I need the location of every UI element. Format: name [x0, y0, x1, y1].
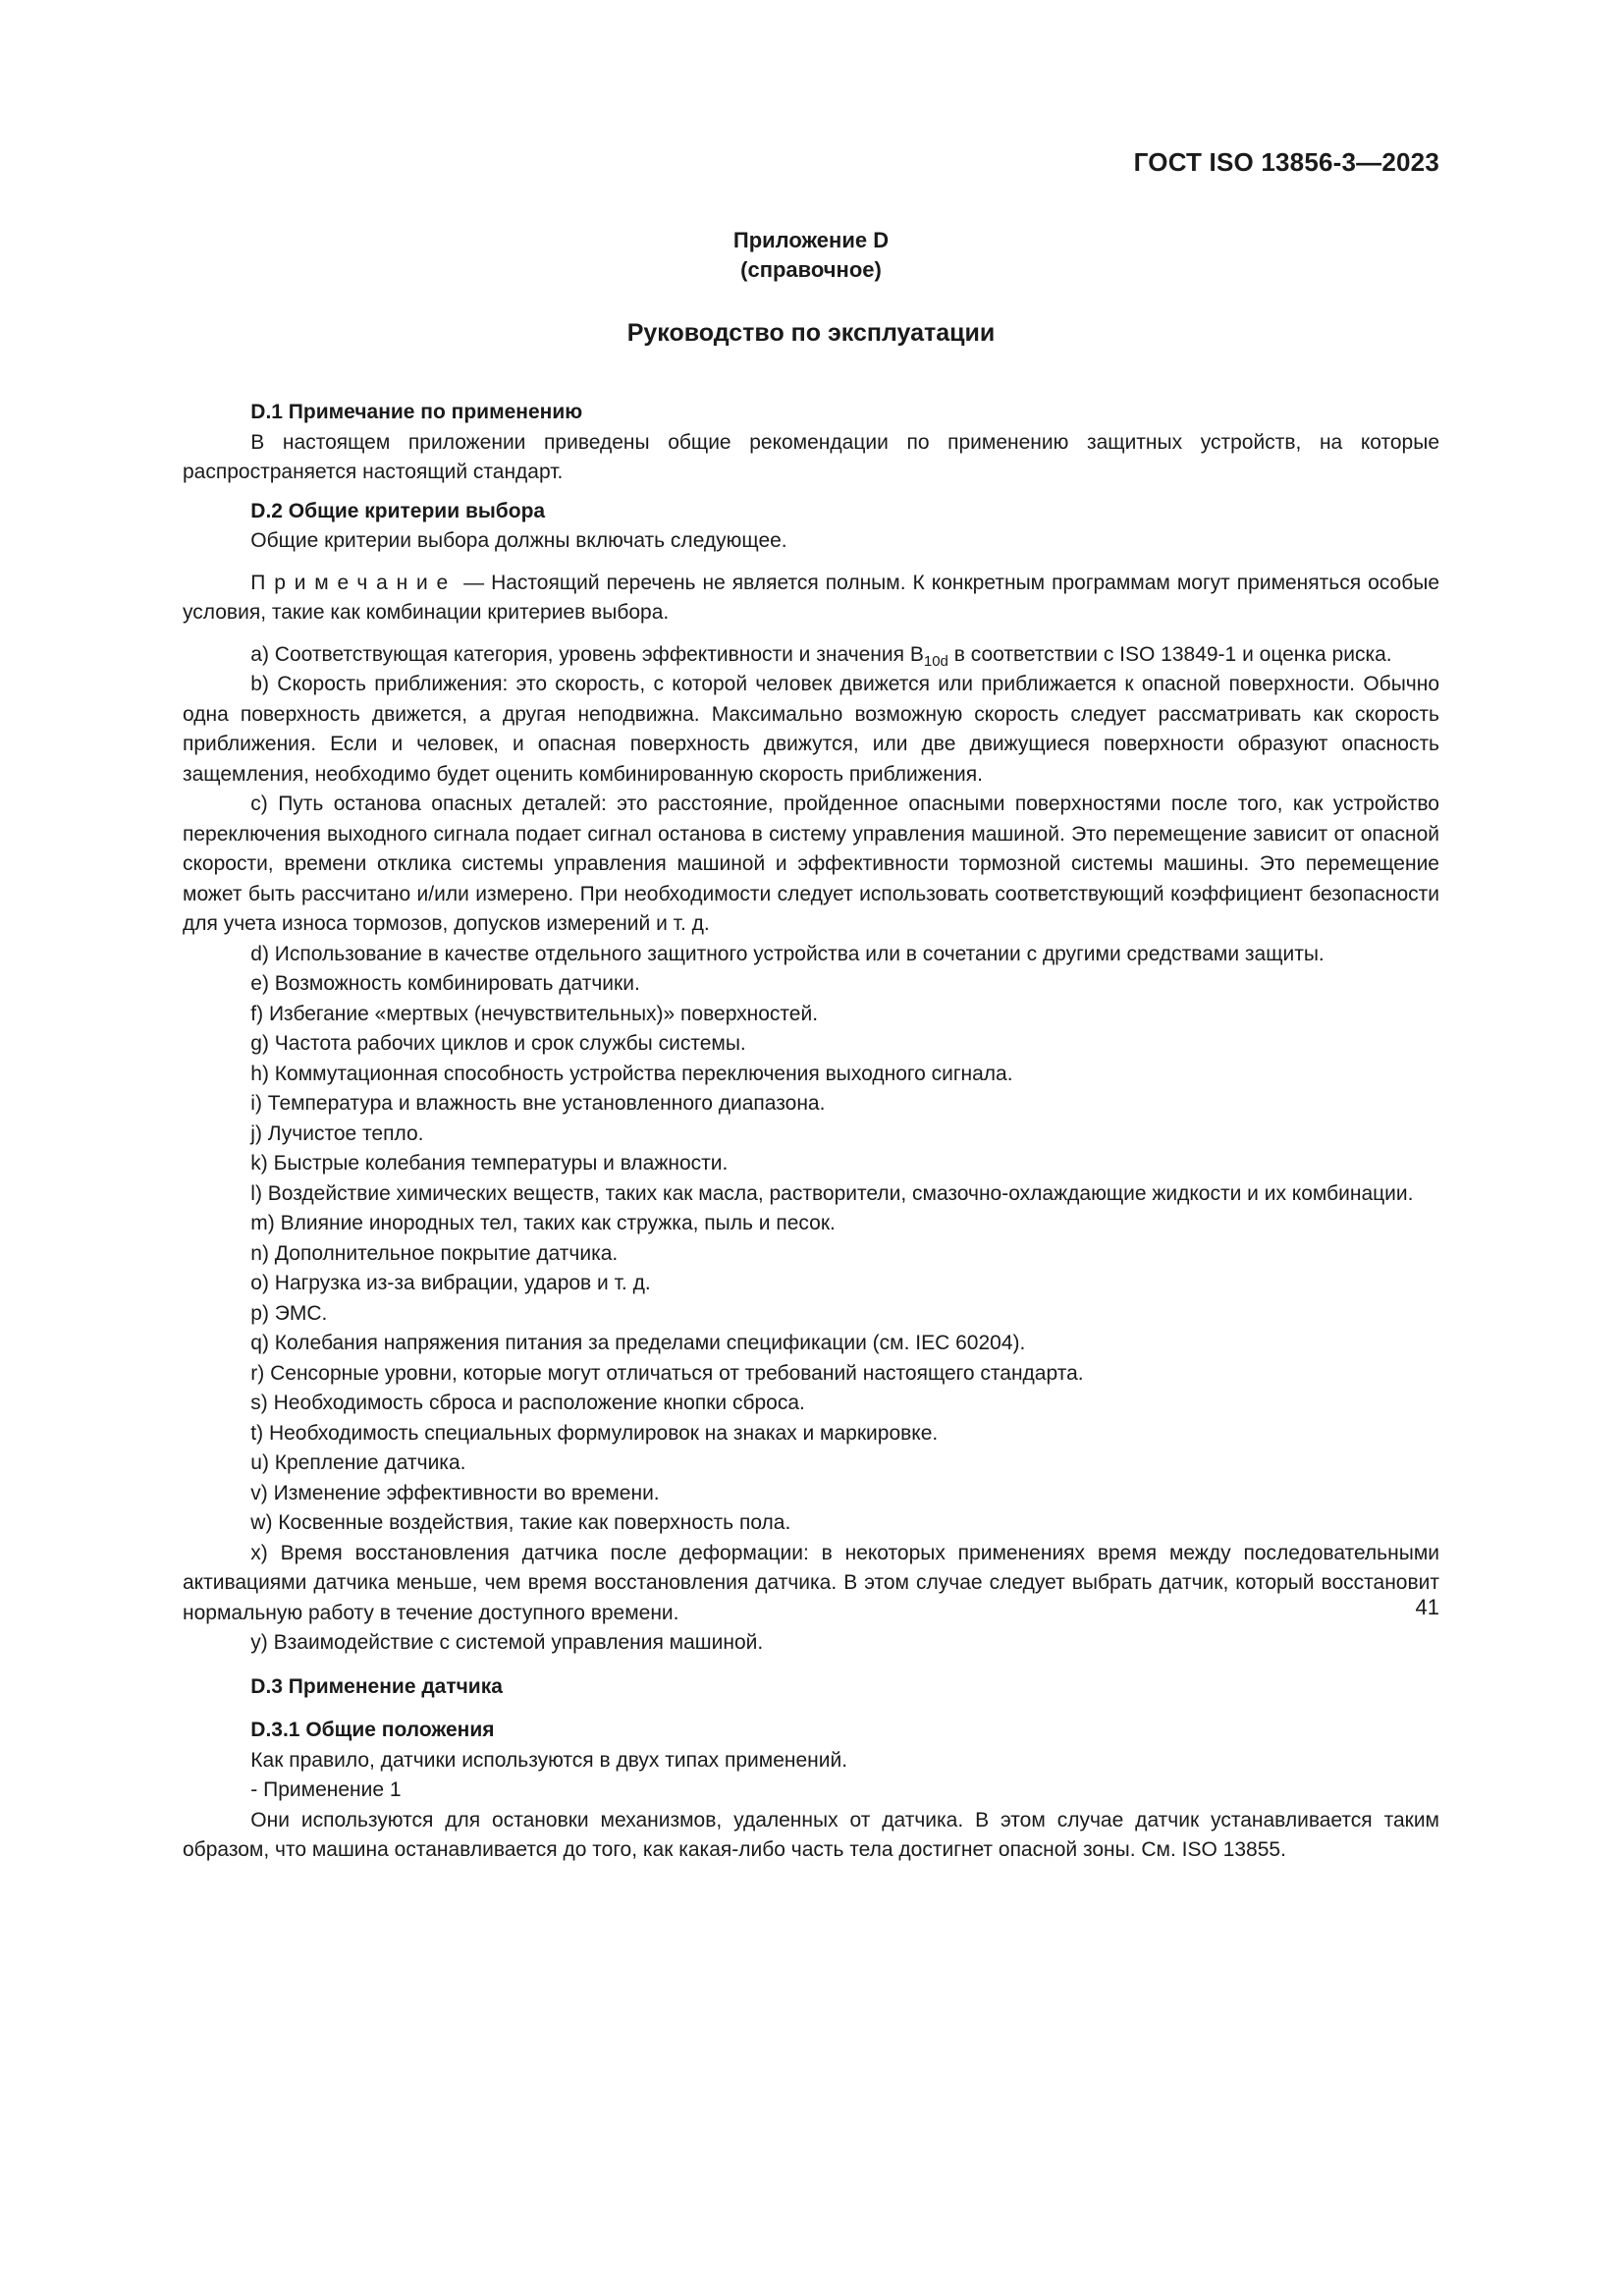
criteria-item: l) Воздействие химических веществ, таких как масла, растворители, смазочно-охлаждающие жидкости и их комбинации.	[250, 1181, 1414, 1205]
criteria-item: m) Влияние инородных тел, таких как стружка, пыль и песок.	[250, 1212, 836, 1234]
section-d31-list-item: - Применение 1	[250, 1778, 402, 1801]
criteria-item: k) Быстрые колебания температуры и влажности.	[250, 1152, 729, 1175]
document-page	[183, 0, 1439, 2296]
section-d2-intro: Общие критерии выбора должны включать следующее.	[250, 529, 787, 552]
criteria-item: x) Время восстановления датчика после деформации: в некоторых применениях время между последовательными активациями датчика меньше, чем время восстановления датчика. В этом случае следует выбрать датчик, который восстановит нормальную работу в течение доступного времени.	[183, 1541, 1439, 1624]
section-d31-heading: D.3.1 Общие положения	[250, 1719, 495, 1741]
annex-title: Приложение D	[732, 228, 890, 252]
section-d1-text: В настоящем приложении приведены общие рекомендации по применению защитных устройств, на которые распространяется настоящий стандарт.	[183, 430, 1439, 483]
criteria-item: g) Частота рабочих циклов и срок службы системы.	[250, 1032, 746, 1055]
section-d31-text: Как правило, датчики используются в двух типах применений.	[250, 1748, 848, 1772]
criteria-item: q) Колебания напряжения питания за пределами спецификации (см. IEC 60204).	[250, 1332, 1026, 1354]
criteria-item: d) Использование в качестве отдельного защитного устройства или в сочетании с другими средствами защиты.	[250, 942, 1325, 965]
criteria-item-a-subscript: 10d	[923, 652, 948, 670]
annex-heading	[183, 226, 1439, 285]
criteria-item: e) Возможность комбинировать датчики.	[250, 972, 640, 995]
section-d1-heading: D.1 Примечание по применению	[250, 401, 583, 423]
criteria-item: p) ЭМС.	[250, 1301, 328, 1325]
page-number: 41	[1415, 1595, 1439, 1619]
section-d2-note	[183, 569, 1439, 629]
annex-main-title: Руководство по эксплуатации	[626, 319, 996, 347]
criteria-item: c) Путь останова опасных деталей: это расстояние, пройденное опасными поверхностями после того, как устройство переключения выходного сигнала подает сигнал останова в систему управления машиной. Это перемещение зависит от опасной скорости, времени отклика системы управления машиной и эффективности тормозной системы машины. Это перемещение может быть рассчитано и/или измерено. При необходимости следует использовать соответствующий коэффициент безопасности для учета износа тормозов, допусков измерений и т. д.	[183, 793, 1439, 935]
criteria-item: t) Необходимость специальных формулировок на знаках и маркировке.	[250, 1421, 939, 1445]
criteria-item: s) Необходимость сброса и расположение кнопки сброса.	[250, 1392, 805, 1414]
section-d3-heading: D.3 Применение датчика	[250, 1674, 503, 1698]
section-d2-heading: D.2 Общие критерии выбора	[250, 499, 546, 522]
criteria-item: b) Скорость приближения: это скорость, с которой человек движется или приближается к опасной поверхности. Обычно одна поверхность движется, а другая неподвижна. Максимально возможную скорость следует рассматривать как скорость приближения. Если и человек, и опасная поверхность движутся, или две движущиеся поверхности образуют опасность защемления, необходимо будет оценить комбинированную скорость приближения.	[183, 673, 1439, 786]
document-code: ГОСТ ISO 13856-3—2023	[1133, 147, 1439, 177]
note-text: — Настоящий перечень не является полным. К конкретным программам могут применяться особые условия, такие как комбинации критериев выбора.	[183, 571, 1439, 624]
criteria-item: w) Косвенные воздействия, такие как поверхность пола.	[250, 1511, 791, 1534]
criteria-item: i) Температура и влажность вне установленного диапазона.	[250, 1092, 826, 1115]
criteria-item-a-text-end: в соответствии с ISO 13849-1 и оценка риска.	[947, 642, 1392, 666]
criteria-item-a-text: a) Соответствующая категория, уровень эффективности и значения B	[250, 642, 924, 666]
criteria-item: u) Крепление датчика.	[250, 1451, 466, 1474]
annex-status: (справочное)	[740, 257, 882, 282]
document-body	[183, 398, 1439, 1866]
criteria-item: f) Избегание «мертвых (нечувствительных)» поверхностей.	[250, 1002, 819, 1025]
criteria-item: h) Коммутационная способность устройства переключения выходного сигнала.	[250, 1062, 1013, 1085]
note-label: Примечание	[250, 571, 458, 594]
criteria-item: v) Изменение эффективности во времени.	[250, 1481, 660, 1504]
criteria-item: n) Дополнительное покрытие датчика.	[250, 1241, 619, 1265]
criteria-item: y) Взаимодействие с системой управления машиной.	[250, 1631, 764, 1654]
section-d31-text: Они используются для остановки механизмов, удаленных от датчика. В этом случае датчик устанавливается таким образом, что машина останавливается до того, как какая-либо часть тела достигнет опасной зоны. См. ISO 13855.	[183, 1808, 1439, 1861]
criteria-item: j) Лучистое тепло.	[250, 1121, 424, 1145]
criteria-item-a	[183, 640, 1439, 671]
criteria-item: o) Нагрузка из-за вибрации, ударов и т. д.	[250, 1272, 651, 1294]
criteria-item: r) Сенсорные уровни, которые могут отличаться от требований настоящего стандарта.	[250, 1361, 1084, 1385]
